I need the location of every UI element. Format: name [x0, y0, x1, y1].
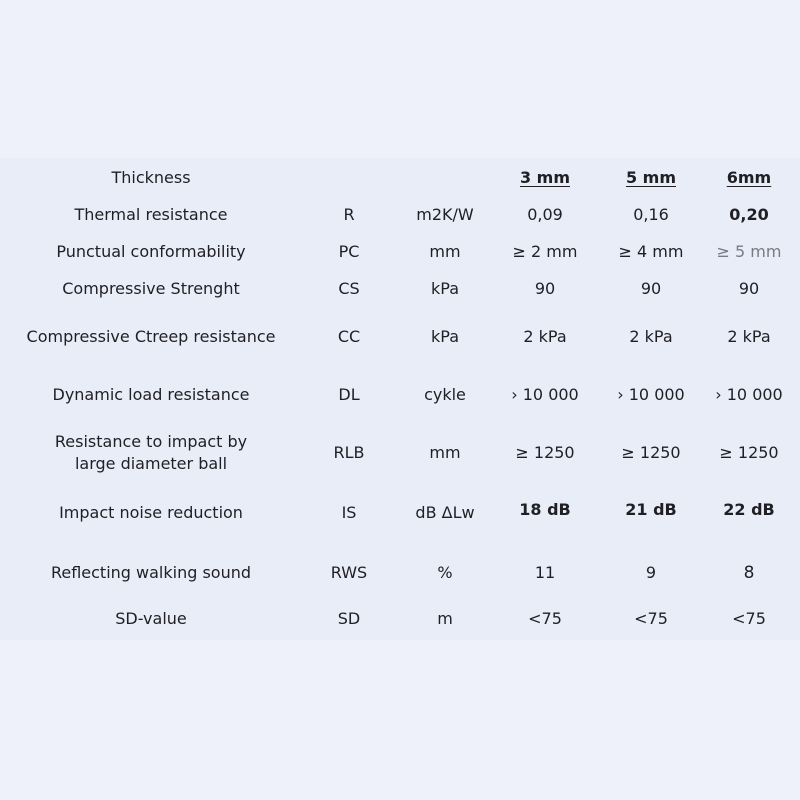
thickness-label: Thickness [111, 168, 191, 187]
value-5mm: 21 dB [625, 500, 677, 519]
table-row [0, 381, 800, 409]
value-3mm: › 10 000 [511, 385, 579, 404]
value-5mm: ≥ 1250 [621, 443, 681, 462]
value-3mm: 11 [534, 563, 556, 582]
unit: kPa [431, 279, 459, 298]
unit: cykle [424, 385, 466, 404]
value-3mm: <75 [528, 609, 562, 628]
symbol: CS [338, 279, 360, 298]
value-5mm: 2 kPa [629, 327, 673, 346]
property-name: Resistance to impact by large diameter ball [54, 432, 248, 473]
value-6mm: 8 [743, 563, 755, 583]
unit: m2K/W [416, 205, 474, 224]
unit: m [437, 609, 453, 628]
property-name: Punctual conformability [56, 242, 246, 261]
value-5mm: › 10 000 [617, 385, 685, 404]
symbol: CC [337, 327, 361, 346]
col-header-3mm: 3 mm [519, 168, 571, 187]
value-5mm: 0,16 [633, 205, 669, 224]
property-name: SD-value [115, 609, 187, 628]
property-name: Impact noise reduction [59, 503, 243, 522]
unit: % [437, 563, 453, 582]
symbol: IS [341, 503, 357, 522]
value-5mm: 9 [645, 563, 657, 582]
unit: mm [429, 443, 461, 462]
value-6mm: 2 kPa [727, 327, 771, 346]
value-3mm: ≥ 1250 [515, 443, 575, 462]
value-5mm: 90 [640, 279, 662, 298]
property-name: Reflecting walking sound [50, 563, 252, 582]
table-row [0, 201, 800, 229]
col-header-6mm: 6mm [726, 168, 772, 187]
symbol: R [343, 205, 355, 224]
table-header-row [0, 164, 800, 192]
value-6mm: <75 [732, 609, 766, 628]
property-name: Dynamic load resistance [52, 385, 250, 404]
symbol: RWS [330, 563, 368, 582]
value-6mm: 0,20 [729, 205, 769, 224]
col-header-5mm: 5 mm [625, 168, 677, 187]
value-6mm: ≥ 1250 [719, 443, 779, 462]
symbol: SD [337, 609, 361, 628]
unit: kPa [431, 327, 459, 346]
property-name: Thermal resistance [74, 205, 228, 224]
value-5mm: ≥ 4 mm [618, 242, 684, 261]
table-row [0, 559, 800, 587]
value-3mm: 90 [534, 279, 556, 298]
value-3mm: 18 dB [519, 500, 571, 519]
table-row [0, 323, 800, 351]
property-name: Compressive Strenght [62, 279, 240, 298]
unit: mm [429, 242, 461, 261]
value-6mm: › 10 000 [715, 385, 783, 404]
symbol: PC [338, 242, 360, 261]
table-row [0, 275, 800, 303]
table-row [0, 238, 800, 266]
symbol: RLB [333, 443, 365, 462]
unit: dB ΔLw [415, 503, 475, 522]
table-row [0, 430, 800, 476]
value-6mm: 90 [738, 279, 760, 298]
value-3mm: 2 kPa [523, 327, 567, 346]
symbol: DL [338, 385, 360, 404]
table-row [0, 499, 800, 527]
table-row [0, 605, 800, 633]
value-5mm: <75 [634, 609, 668, 628]
value-3mm: ≥ 2 mm [512, 242, 578, 261]
value-6mm: ≥ 5 mm [716, 242, 782, 261]
value-3mm: 0,09 [527, 205, 563, 224]
value-6mm: 22 dB [723, 500, 775, 519]
property-name: Compressive Ctreep resistance [26, 327, 276, 346]
